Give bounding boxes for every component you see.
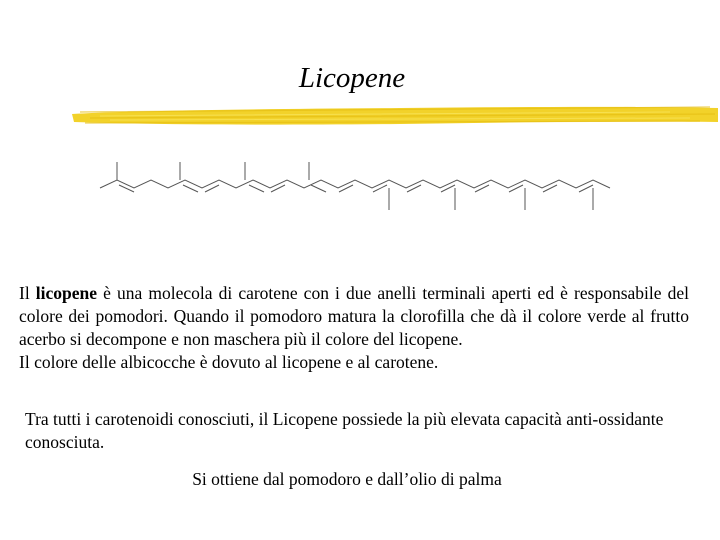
lycopene-structure-diagram xyxy=(95,155,620,215)
slide-title: Licopene xyxy=(298,62,406,94)
highlighter-stroke xyxy=(70,100,720,130)
description-paragraph: Il licopene è una molecola di carotene con i due anelli terminali aperti ed è responsabile del colore dei pomodori. Quando il pomodoro matura la clorofilla che dà il colore verde al frutto acerbo si decompone e non maschera più il colore del licopene. Il colore delle albicocche è dovuto al licopene e al carotene. xyxy=(19,283,689,372)
keyword-licopene: licopene xyxy=(35,283,98,303)
antioxidant-paragraph: Tra tutti i carotenoidi conosciuti, il Licopene possiede la più elevata capacità anti-ossidante conosciuta. xyxy=(25,409,664,452)
apricot-sentence: Il colore delle albicocche è dovuto al licopene e al carotene. xyxy=(19,352,439,372)
source-paragraph: Si ottiene dal pomodoro e dall’olio di palma xyxy=(192,469,502,489)
